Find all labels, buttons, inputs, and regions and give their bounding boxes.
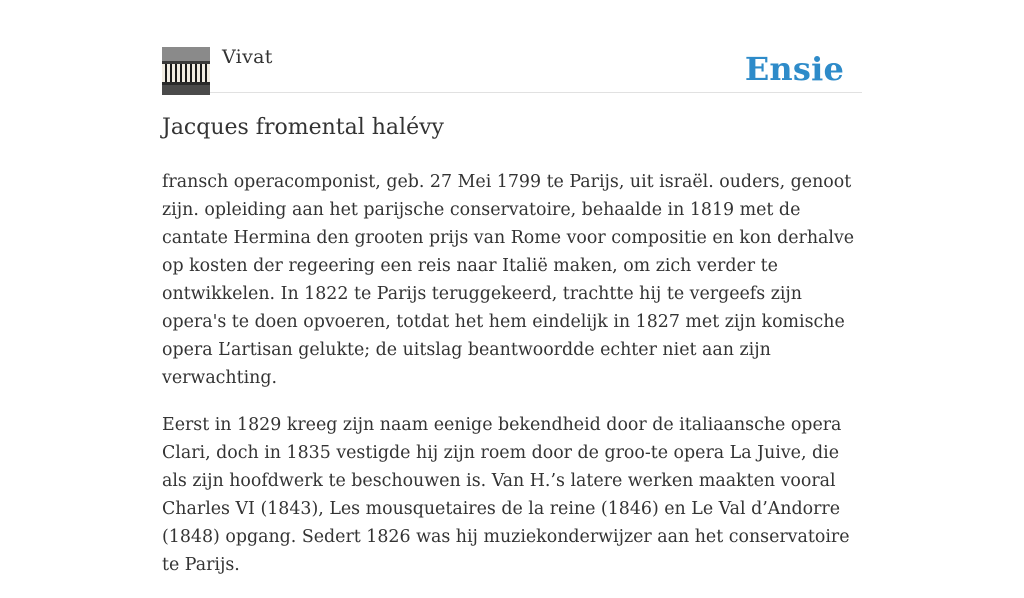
article-paragraph: Eerst in 1829 kreeg zijn naam eenige bekendheid door de italiaansche opera Clari, doch in 1835 vestigde hij zijn roem door de groo-te opera La Juive, die als zijn hoofdwerk te beschouwen is. Van H.’s latere werken maakten vooral Charles VI (1843), Les mousquetaires de la reine (1846) en Le Val d’Andorre (1848) opgang. Sedert 1826 was hij muziekonderwijzer aan het conservatoire te Parijs.: [162, 415, 850, 575]
ensie-logo[interactable]: Ensie: [744, 50, 844, 88]
article-title: Jacques fromental halévy: [162, 115, 444, 140]
piano-keys-avatar-icon[interactable]: [162, 47, 210, 95]
article-paragraph: fransch operacomponist, geb. 27 Mei 1799 te Parijs, uit israël. ouders, genoot zijn. opleiding aan het parijsche conservatoire, behaalde in 1819 met de cantate Hermina den grooten prijs van Rome voor compositie en kon derhalve op kosten der regeering een reis naar Italië maken, om zich verder te ontwikkelen. In 1822 te Parijs teruggekeerd, trachtte hij te vergeefs zijn opera's te doen opvoeren, totdat het hem eindelijk in 1827 met zijn komische opera L’artisan gelukte; de uitslag beantwoordde echter niet aan zijn verwachting.: [162, 172, 855, 388]
article-body: [162, 168, 867, 598]
source-name[interactable]: Vivat: [222, 46, 273, 68]
header: [162, 46, 862, 93]
